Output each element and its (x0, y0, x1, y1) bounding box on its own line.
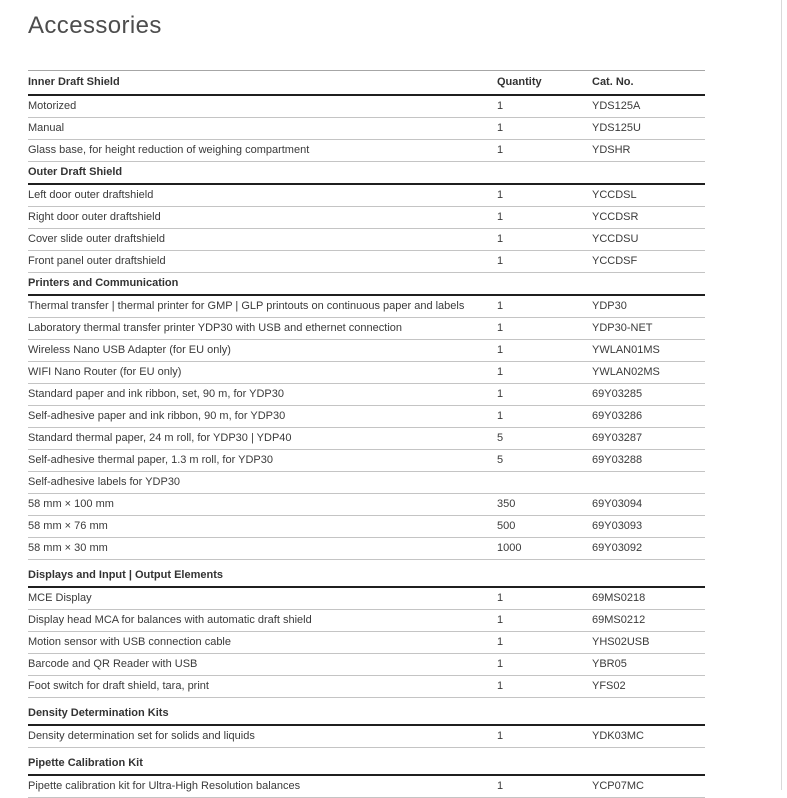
item-cat-no: YFS02 (592, 676, 705, 698)
page-title: Accessories (28, 12, 162, 39)
item-quantity: 1 (497, 725, 592, 748)
column-header-quantity: Quantity (497, 71, 592, 96)
section-row (28, 273, 705, 296)
item-quantity: 500 (497, 516, 592, 538)
table-body (28, 95, 705, 798)
accessories-table (28, 70, 705, 798)
table-row (28, 362, 705, 384)
table-row (28, 725, 705, 748)
item-cat-no: YDS125A (592, 95, 705, 118)
section-title: Outer Draft Shield (28, 162, 705, 185)
item-description: 58 mm × 76 mm (28, 516, 497, 538)
section-row (28, 698, 705, 726)
table-row (28, 406, 705, 428)
item-quantity: 1 (497, 251, 592, 273)
section-row (28, 748, 705, 776)
item-cat-no: YHS02USB (592, 632, 705, 654)
item-quantity: 1 (497, 632, 592, 654)
item-cat-no: YCCDSU (592, 229, 705, 251)
item-description: Front panel outer draftshield (28, 251, 497, 273)
section-row (28, 162, 705, 185)
item-cat-no: YCCDSR (592, 207, 705, 229)
column-header-section: Inner Draft Shield (28, 71, 497, 96)
item-cat-no: YDP30 (592, 295, 705, 318)
item-quantity: 1000 (497, 538, 592, 560)
table-row (28, 340, 705, 362)
table-row (28, 428, 705, 450)
table-row (28, 207, 705, 229)
item-quantity: 1 (497, 406, 592, 428)
item-description: Standard paper and ink ribbon, set, 90 m, for YDP30 (28, 384, 497, 406)
item-description: Self-adhesive thermal paper, 1.3 m roll, for YDP30 (28, 450, 497, 472)
item-cat-no: 69Y03288 (592, 450, 705, 472)
item-quantity: 5 (497, 428, 592, 450)
section-title: Pipette Calibration Kit (28, 748, 705, 776)
item-quantity: 1 (497, 140, 592, 162)
table-row (28, 384, 705, 406)
item-cat-no: YDSHR (592, 140, 705, 162)
item-quantity: 1 (497, 207, 592, 229)
section-row (28, 560, 705, 588)
item-quantity: 1 (497, 676, 592, 698)
item-description: Standard thermal paper, 24 m roll, for YDP30 | YDP40 (28, 428, 497, 450)
table-row (28, 632, 705, 654)
item-description: Cover slide outer draftshield (28, 229, 497, 251)
table-header-row (28, 71, 705, 96)
item-quantity: 1 (497, 229, 592, 251)
item-quantity: 1 (497, 118, 592, 140)
item-quantity: 1 (497, 654, 592, 676)
item-description: Barcode and QR Reader with USB (28, 654, 497, 676)
item-description: Right door outer draftshield (28, 207, 497, 229)
item-cat-no: 69Y03094 (592, 494, 705, 516)
item-cat-no: 69Y03287 (592, 428, 705, 450)
table-row (28, 229, 705, 251)
item-quantity: 1 (497, 295, 592, 318)
item-cat-no: 69Y03093 (592, 516, 705, 538)
item-cat-no: YWLAN01MS (592, 340, 705, 362)
item-cat-no: 69MS0212 (592, 610, 705, 632)
item-description: Density determination set for solids and liquids (28, 725, 497, 748)
item-quantity: 1 (497, 587, 592, 610)
item-description: Manual (28, 118, 497, 140)
table-row (28, 538, 705, 560)
section-row (28, 472, 705, 494)
item-description: Glass base, for height reduction of weighing compartment (28, 140, 497, 162)
item-description: Left door outer draftshield (28, 184, 497, 207)
item-cat-no: YBR05 (592, 654, 705, 676)
section-title: Density Determination Kits (28, 698, 705, 726)
item-quantity: 1 (497, 95, 592, 118)
item-description: MCE Display (28, 587, 497, 610)
item-quantity: 5 (497, 450, 592, 472)
table-row (28, 775, 705, 798)
item-description: Laboratory thermal transfer printer YDP30 with USB and ethernet connection (28, 318, 497, 340)
item-cat-no: YWLAN02MS (592, 362, 705, 384)
item-cat-no: 69Y03285 (592, 384, 705, 406)
item-cat-no: YDS125U (592, 118, 705, 140)
item-cat-no: 69MS0218 (592, 587, 705, 610)
item-description: Display head MCA for balances with automatic draft shield (28, 610, 497, 632)
item-cat-no: YDK03MC (592, 725, 705, 748)
item-quantity: 1 (497, 340, 592, 362)
item-description: 58 mm × 100 mm (28, 494, 497, 516)
table-row (28, 676, 705, 698)
item-description: WIFI Nano Router (for EU only) (28, 362, 497, 384)
item-cat-no: YCCDSF (592, 251, 705, 273)
column-header-cat-no: Cat. No. (592, 71, 705, 96)
table-row (28, 118, 705, 140)
item-cat-no: YCP07MC (592, 775, 705, 798)
section-title: Printers and Communication (28, 273, 705, 296)
table-row (28, 95, 705, 118)
item-description: Pipette calibration kit for Ultra-High Resolution balances (28, 775, 497, 798)
table-row (28, 587, 705, 610)
table-row (28, 295, 705, 318)
section-title: Displays and Input | Output Elements (28, 560, 705, 588)
item-cat-no: YDP30-NET (592, 318, 705, 340)
item-quantity: 1 (497, 610, 592, 632)
item-quantity: 1 (497, 318, 592, 340)
item-description: Self-adhesive paper and ink ribbon, 90 m, for YDP30 (28, 406, 497, 428)
item-quantity: 1 (497, 775, 592, 798)
item-description: Thermal transfer | thermal printer for GMP | GLP printouts on continuous paper and labels (28, 295, 497, 318)
item-cat-no: 69Y03286 (592, 406, 705, 428)
item-quantity: 1 (497, 184, 592, 207)
table-row (28, 654, 705, 676)
item-description: Foot switch for draft shield, tara, print (28, 676, 497, 698)
item-description: Motorized (28, 95, 497, 118)
table-row (28, 140, 705, 162)
item-cat-no: YCCDSL (592, 184, 705, 207)
section-title: Self-adhesive labels for YDP30 (28, 472, 705, 494)
table-row (28, 318, 705, 340)
item-cat-no: 69Y03092 (592, 538, 705, 560)
table-row (28, 516, 705, 538)
table-row (28, 450, 705, 472)
table-row (28, 494, 705, 516)
table-row (28, 251, 705, 273)
item-quantity: 1 (497, 384, 592, 406)
item-description: Motion sensor with USB connection cable (28, 632, 497, 654)
item-quantity: 350 (497, 494, 592, 516)
page-edge-divider (781, 0, 782, 790)
item-description: 58 mm × 30 mm (28, 538, 497, 560)
item-description: Wireless Nano USB Adapter (for EU only) (28, 340, 497, 362)
table-row (28, 184, 705, 207)
table-row (28, 610, 705, 632)
item-quantity: 1 (497, 362, 592, 384)
